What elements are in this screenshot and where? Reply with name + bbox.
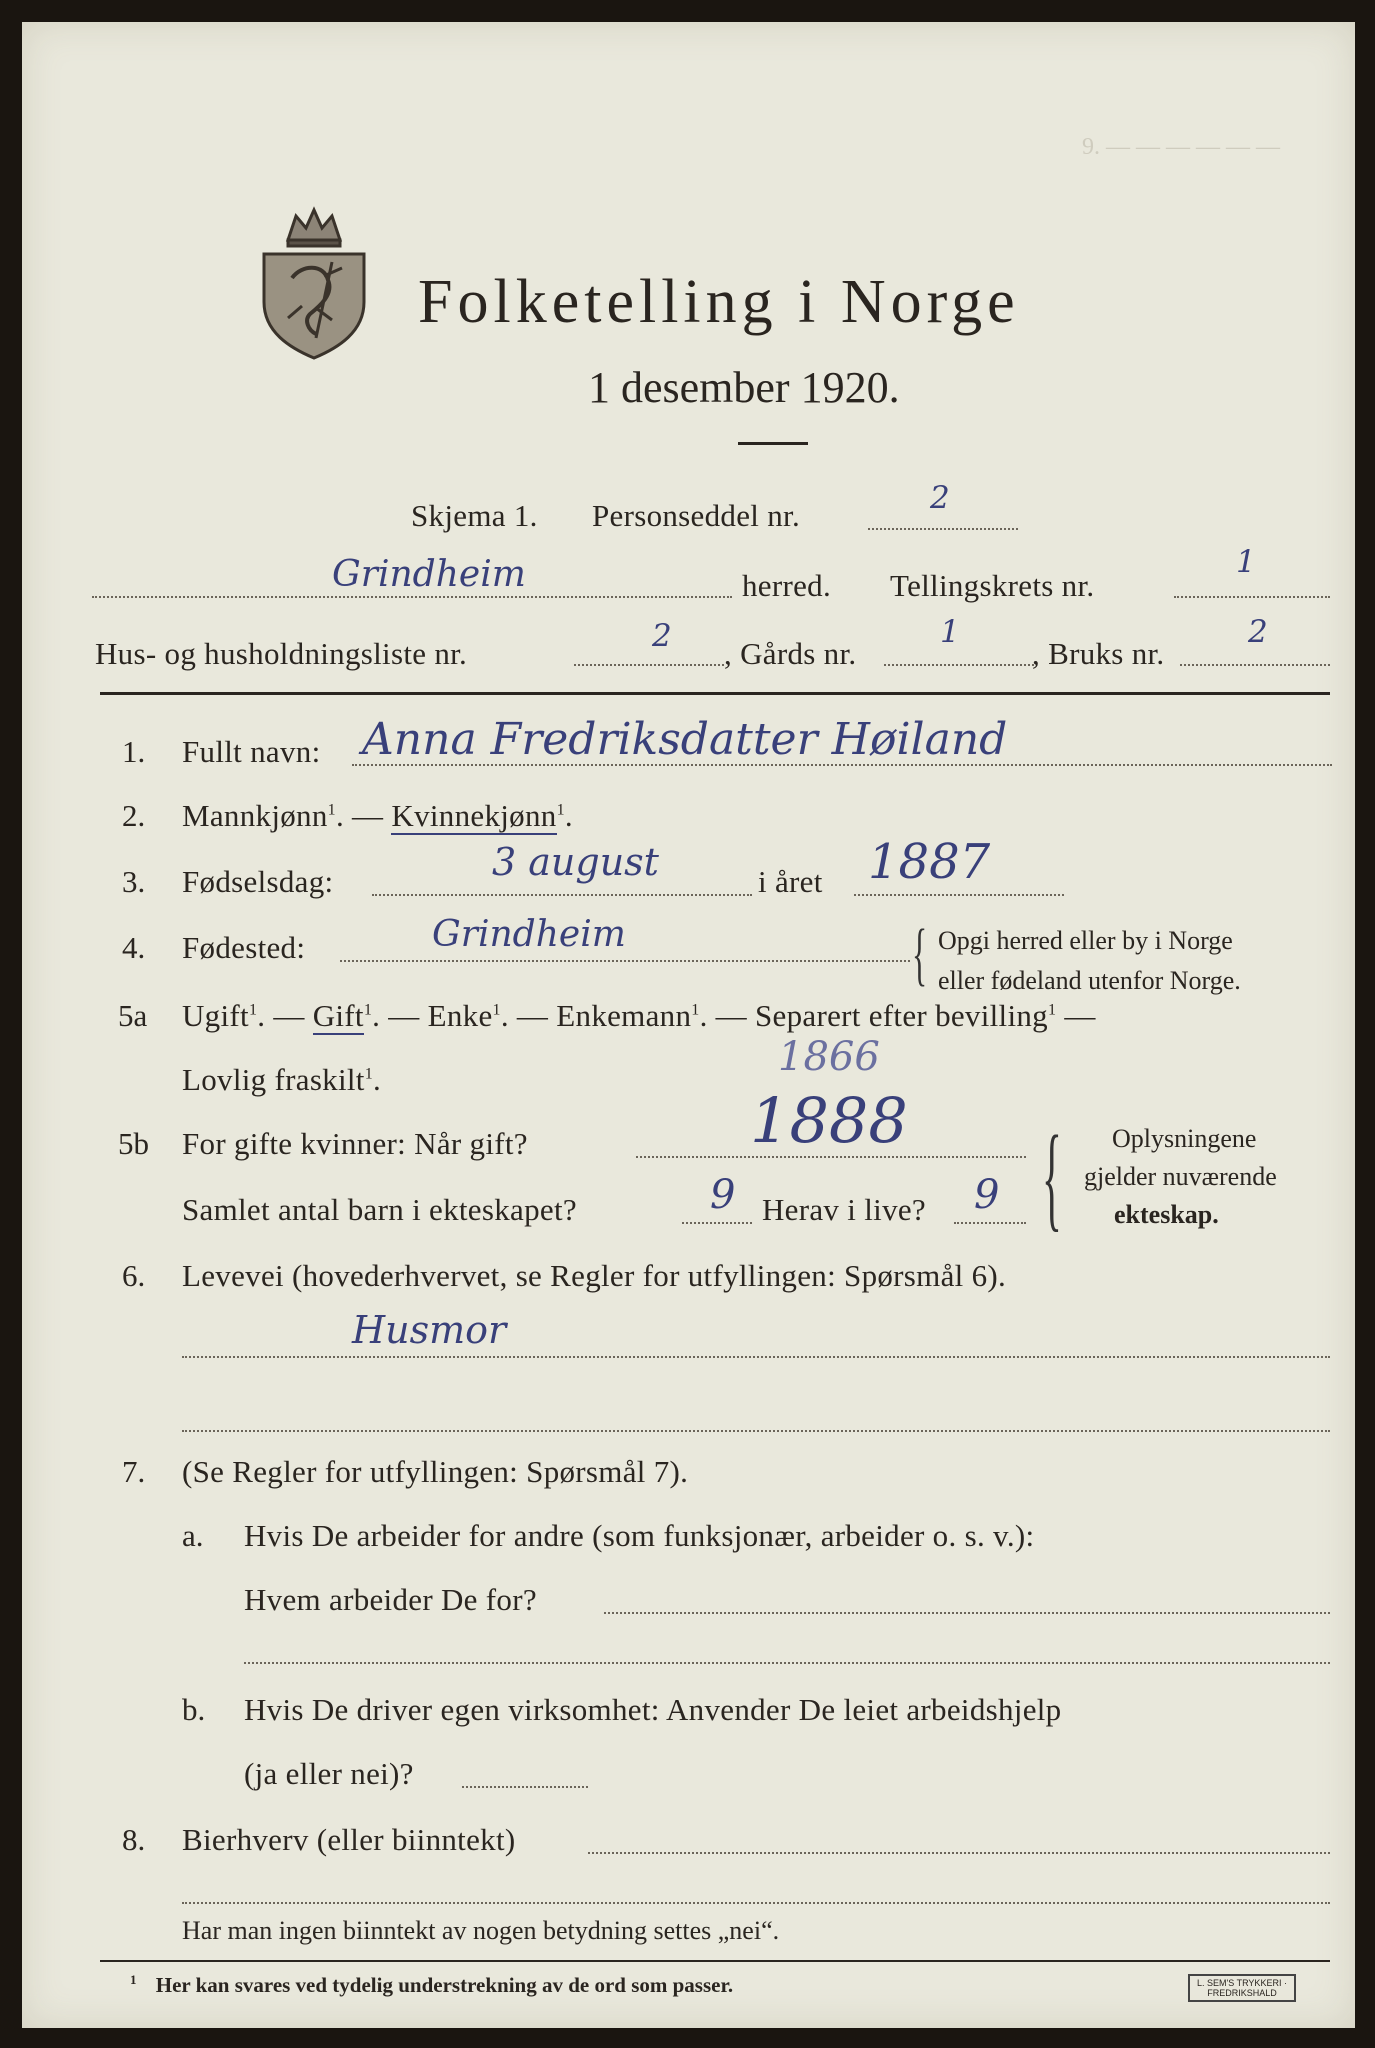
q3-label: Fødselsdag: [182, 864, 334, 899]
q8-line-2 [182, 1902, 1330, 1904]
q7-number: 7. [122, 1454, 146, 1489]
bruks-line [1180, 664, 1330, 666]
q5a-ugift: Ugift [182, 998, 249, 1033]
personseddel-label: Personseddel nr. [592, 498, 800, 533]
gards-line [884, 664, 1034, 666]
q7b-label: Hvis De driver egen virksomhet: Anvender De leiet arbeidshjelp [244, 1692, 1062, 1727]
herred-label: herred. [742, 568, 832, 603]
bruks-label: , Bruks nr. [1032, 636, 1165, 671]
hus-label: Hus- og husholdningsliste nr. [95, 636, 468, 671]
q5a-extra-year: 1866 [778, 1034, 880, 1080]
q5b-alive-label: Herav i live? [762, 1192, 926, 1227]
q7a-line-2 [244, 1662, 1330, 1664]
q7-label: (Se Regler for utfyllingen: Spørsmål 7). [182, 1454, 689, 1489]
q8-number: 8. [122, 1822, 146, 1857]
herred-line [92, 596, 732, 598]
q5b-married-value: 1888 [750, 1084, 908, 1157]
q5b-alive-line [954, 1222, 1026, 1224]
q7a-sub-label: Hvem arbeider De for? [244, 1582, 537, 1617]
norwegian-coat-of-arms-icon [258, 202, 370, 362]
q5a-enkemann: Enkemann [556, 998, 692, 1033]
title-divider [738, 442, 808, 445]
q3-line [372, 894, 752, 896]
q5b-brace: { [1042, 1111, 1062, 1242]
census-date: 1 desember 1920. [588, 363, 900, 412]
q5b-note-1: Oplysningene [1112, 1124, 1257, 1153]
tellingskrets-value: 1 [1236, 544, 1256, 580]
hus-line [574, 664, 724, 666]
footer-note: Har man ingen biinntekt av nogen betydning settes „nei“. [182, 1916, 780, 1945]
q6-label: Levevei (hovederhvervet, se Regler for utfyllingen: Spørsmål 6). [182, 1258, 1007, 1293]
q6-value: Husmor [352, 1308, 507, 1352]
tellingskrets-label: Tellingskrets nr. [890, 568, 1095, 603]
tellingskrets-line [1174, 596, 1330, 598]
q2-number: 2. [122, 798, 146, 833]
q3-year-value: 1887 [868, 834, 991, 890]
q4-number: 4. [122, 930, 146, 965]
q3-number: 3. [122, 864, 146, 899]
q2-label: Mannkjønn$^1$. — Kvinnekjønn$^1$. [182, 798, 573, 833]
q5b-children-label: Samlet antal barn i ekteskapet? [182, 1192, 577, 1227]
q3-year-line [854, 894, 1064, 896]
q5b-alive-value: 9 [974, 1172, 1000, 1218]
q7b-sub-label: (ja eller nei)? [244, 1756, 414, 1791]
q5a-options: Ugift$^1$. — Gift$^1$. — Enke$^1$. — Enkemann$^1$. — Separert efter bevilling$^1$ — [182, 998, 1096, 1033]
schema-label: Skjema 1. [411, 498, 538, 533]
bleed-through-text: 9. — — — — — — [1082, 134, 1280, 160]
q5a-number: 5a [118, 998, 148, 1033]
q3-year-label: i året [758, 864, 823, 899]
q7b-line [462, 1786, 588, 1788]
census-form-sheet [22, 22, 1355, 2028]
q4-brace: { [912, 916, 928, 993]
q4-line [340, 960, 910, 962]
q7a-number: a. [182, 1518, 204, 1553]
gards-label: , Gårds nr. [724, 636, 857, 671]
q4-label: Fødested: [182, 930, 306, 965]
q4-value: Grindheim [432, 914, 626, 955]
q4-note-1: Opgi herred eller by i Norge [938, 926, 1233, 955]
personseddel-value: 2 [930, 480, 950, 516]
q1-label: Fullt navn: [182, 734, 321, 769]
q3-value: 3 august [492, 840, 659, 884]
q6-number: 6. [122, 1258, 146, 1293]
footnote: $^1$ Her kan svares ved tydelig understrekning av de ord som passer. [130, 1972, 734, 1997]
q2-mannkjonn: Mannkjønn [182, 798, 328, 833]
q5b-note-2: gjelder nuværende [1084, 1162, 1277, 1191]
q5b-married-label: For gifte kvinner: Når gift? [182, 1126, 528, 1161]
q5a-enke: Enke [427, 998, 493, 1033]
bruks-value: 2 [1248, 614, 1268, 650]
printer-mark: L. SEM'S TRYKKERI · FREDRIKSHALD [1188, 1974, 1296, 2002]
q6-line-1 [182, 1356, 1330, 1358]
q5a-gift: Gift [312, 998, 364, 1033]
q5b-note-3: ekteskap. [1114, 1200, 1219, 1229]
q6-line-2 [182, 1430, 1330, 1432]
herred-value: Grindheim [332, 554, 526, 595]
q5a-separert: Separert efter bevilling [755, 998, 1048, 1033]
hus-value: 2 [652, 618, 672, 654]
q8-label: Bierhverv (eller biinntekt) [182, 1822, 516, 1857]
form-title: Folketelling i Norge [418, 268, 1020, 336]
q1-value: Anna Fredriksdatter Høiland [362, 714, 1008, 765]
header-divider [100, 692, 1330, 695]
q5b-children-line [682, 1222, 752, 1224]
q7a-line-1 [604, 1612, 1330, 1614]
footer-divider [100, 1960, 1330, 1962]
q7b-number: b. [182, 1692, 206, 1727]
personseddel-line [868, 528, 1018, 530]
q5b-children-value: 9 [710, 1172, 736, 1218]
q1-number: 1. [122, 734, 146, 769]
q8-line-1 [588, 1852, 1330, 1854]
q7a-label: Hvis De arbeider for andre (som funksjonær, arbeider o. s. v.): [244, 1518, 1035, 1553]
q2-kvinnekjonn: Kvinnekjønn [391, 798, 557, 833]
gards-value: 1 [940, 614, 960, 650]
q5a-fraskilt: Lovlig fraskilt$^1$. [182, 1062, 382, 1097]
q4-note-2: eller fødeland utenfor Norge. [938, 966, 1241, 995]
q5b-number: 5b [118, 1126, 149, 1161]
